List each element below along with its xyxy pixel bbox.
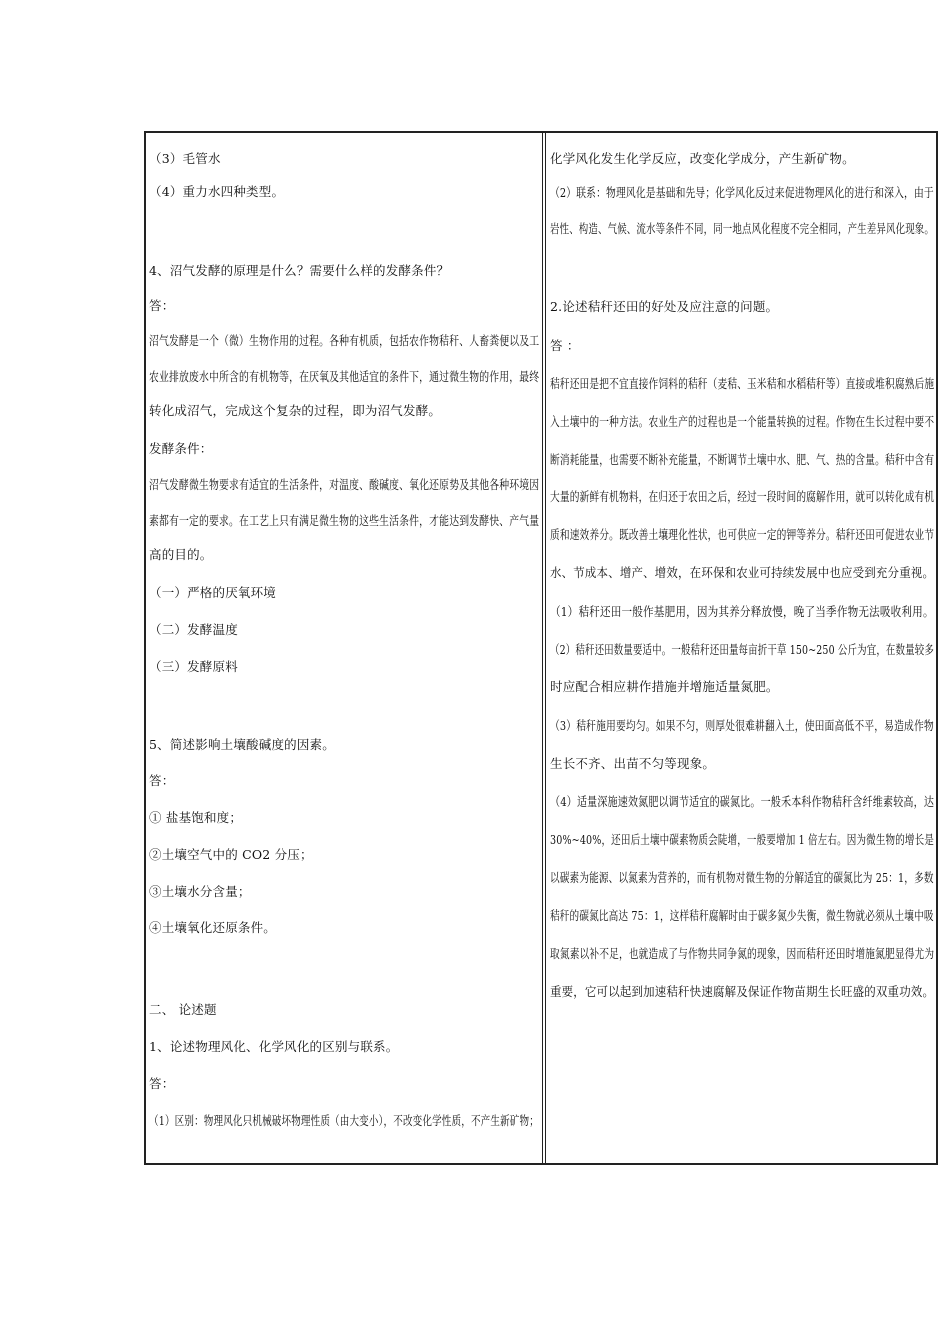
left-line-17: ① 盐基饱和度； — [149, 810, 243, 825]
right-line-21: 取氮素以补不足，也就造成了与作物共同争氮的现象，因而秸秆还田时增施氮肥显得尤为 — [550, 946, 935, 961]
right-line-11: 水、节成本、增产、增效，在环保和农业可持续发展中也应受到充分重视。 — [550, 565, 935, 580]
left-line-3: 4、沼气发酵的原理是什么？需要什么样的发酵条件？ — [149, 263, 450, 278]
right-line-18: 30%~40%，还田后土壤中碳素物质会陡增，一般要增加 1 倍左右。因为微生物的增长是 — [550, 832, 935, 847]
left-line-8: 发酵条件： — [149, 441, 213, 456]
left-line-22: 1、论述物理风化、化学风化的区别与联系。 — [149, 1039, 399, 1054]
left-line-1: （3）毛管水 — [149, 151, 221, 166]
right-line-4: 2.论述秸秆还田的好处及应注意的问题。 — [550, 299, 779, 314]
left-line-20: ④土壤氧化还原条件。 — [149, 920, 277, 935]
right-line-6: 秸秆还田是把不宜直接作饲料的秸秆（麦秸、玉米秸和水稻秸秆等）直接或堆积腐熟后施 — [550, 376, 935, 391]
content-table — [144, 131, 938, 1165]
right-line-14: 时应配合相应耕作措施并增施适量氮肥。 — [550, 679, 779, 694]
right-line-9: 大量的新鲜有机物料，在归还于农田之后，经过一段时间的腐解作用，就可以转化成有机 — [550, 489, 935, 504]
left-line-24: （1）区别：物理风化只机械破坏物理性质（由大变小），不改变化学性质，不产生新矿物； — [149, 1113, 539, 1128]
left-line-18: ②土壤空气中的 CO2 分压； — [149, 847, 313, 862]
right-line-5: 答 ： — [550, 338, 580, 353]
right-line-22: 重要，它可以起到加速秸秆快速腐解及保证作物苗期生长旺盛的双重功效。 — [550, 984, 935, 999]
left-line-21: 二、 论述题 — [149, 1002, 217, 1017]
left-line-2: （4）重力水四种类型。 — [149, 184, 285, 199]
right-column — [545, 133, 936, 1163]
right-line-10: 质和速效养分。既改善土壤理化性状，也可供应一定的钾等养分。秸秆还田可促进农业节 — [550, 527, 935, 542]
right-line-1: 化学风化发生化学反应，改变化学成分，产生新矿物。 — [550, 151, 855, 166]
left-line-23: 答： — [149, 1076, 175, 1091]
right-line-7: 入土壤中的一种方法。农业生产的过程也是一个能量转换的过程。作物在生长过程中要不 — [550, 414, 935, 429]
left-line-10: 素都有一定的要求。在工艺上只有满足微生物的这些生活条件，才能达到发酵快、产气量 — [149, 513, 540, 528]
right-line-15: （3）秸秆施用要均匀。如果不匀，则厚处很难耕翻入土，使田面高低不平，易造成作物 — [550, 718, 934, 733]
left-line-7: 转化成沼气，完成这个复杂的过程，即为沼气发酵。 — [149, 403, 442, 418]
left-line-13: （二）发酵温度 — [149, 622, 238, 637]
left-line-16: 答： — [149, 773, 175, 788]
left-line-11: 高的目的。 — [149, 547, 213, 562]
left-column — [146, 133, 543, 1163]
right-line-12: （1）秸秆还田一般作基肥用，因为其养分释放慢，晚了当季作物无法吸收利用。 — [550, 604, 934, 619]
right-line-19: 以碳素为能源、以氮素为营养的，而有机物对微生物的分解适宜的碳氮比为 25：1，多数 — [550, 870, 934, 885]
right-line-2: （2）联系：物理风化是基础和先导；化学风化反过来促进物理风化的进行和深入，由于 — [550, 185, 934, 200]
right-line-20: 秸秆的碳氮比高达 75：1，这样秸秆腐解时由于碳多氮少失衡，微生物就必须从土壤中吸 — [550, 908, 934, 923]
left-line-12: （一）严格的厌氧环境 — [149, 585, 277, 600]
left-line-15: 5、简述影响土壤酸碱度的因素。 — [149, 737, 335, 752]
right-line-16: 生长不齐、出苗不匀等现象。 — [550, 756, 716, 771]
right-line-3: 岩性、构造、气候、流水等条件不同，同一地点风化程度不完全相同，产生差异风化现象。 — [550, 221, 935, 236]
left-line-9: 沼气发酵微生物要求有适宜的生活条件，对温度、酸碱度、氧化还原势及其他各种环境因 — [149, 477, 540, 492]
left-line-5: 沼气发酵是一个（微）生物作用的过程。各种有机质，包括农作物秸秆、人畜粪便以及工 — [149, 333, 540, 348]
left-line-6: 农业排放废水中所含的有机物等，在厌氧及其他适宜的条件下，通过微生物的作用，最终 — [149, 369, 540, 384]
left-line-4: 答： — [149, 298, 175, 313]
left-line-14: （三）发酵原料 — [149, 659, 238, 674]
right-line-8: 断消耗能量，也需要不断补充能量，不断调节土壤中水、肥、气、热的含量。秸秆中含有 — [550, 452, 935, 467]
right-line-17: （4）适量深施速效氮肥以调节适宜的碳氮比。一般禾本科作物秸秆含纤维素较高，达 — [550, 794, 935, 809]
left-line-19: ③土壤水分含量； — [149, 884, 251, 899]
right-line-13: （2）秸秆还田数量要适中。一般秸秆还田量每亩折干草 150~250 公斤为宜，在数量较多 — [550, 642, 934, 657]
